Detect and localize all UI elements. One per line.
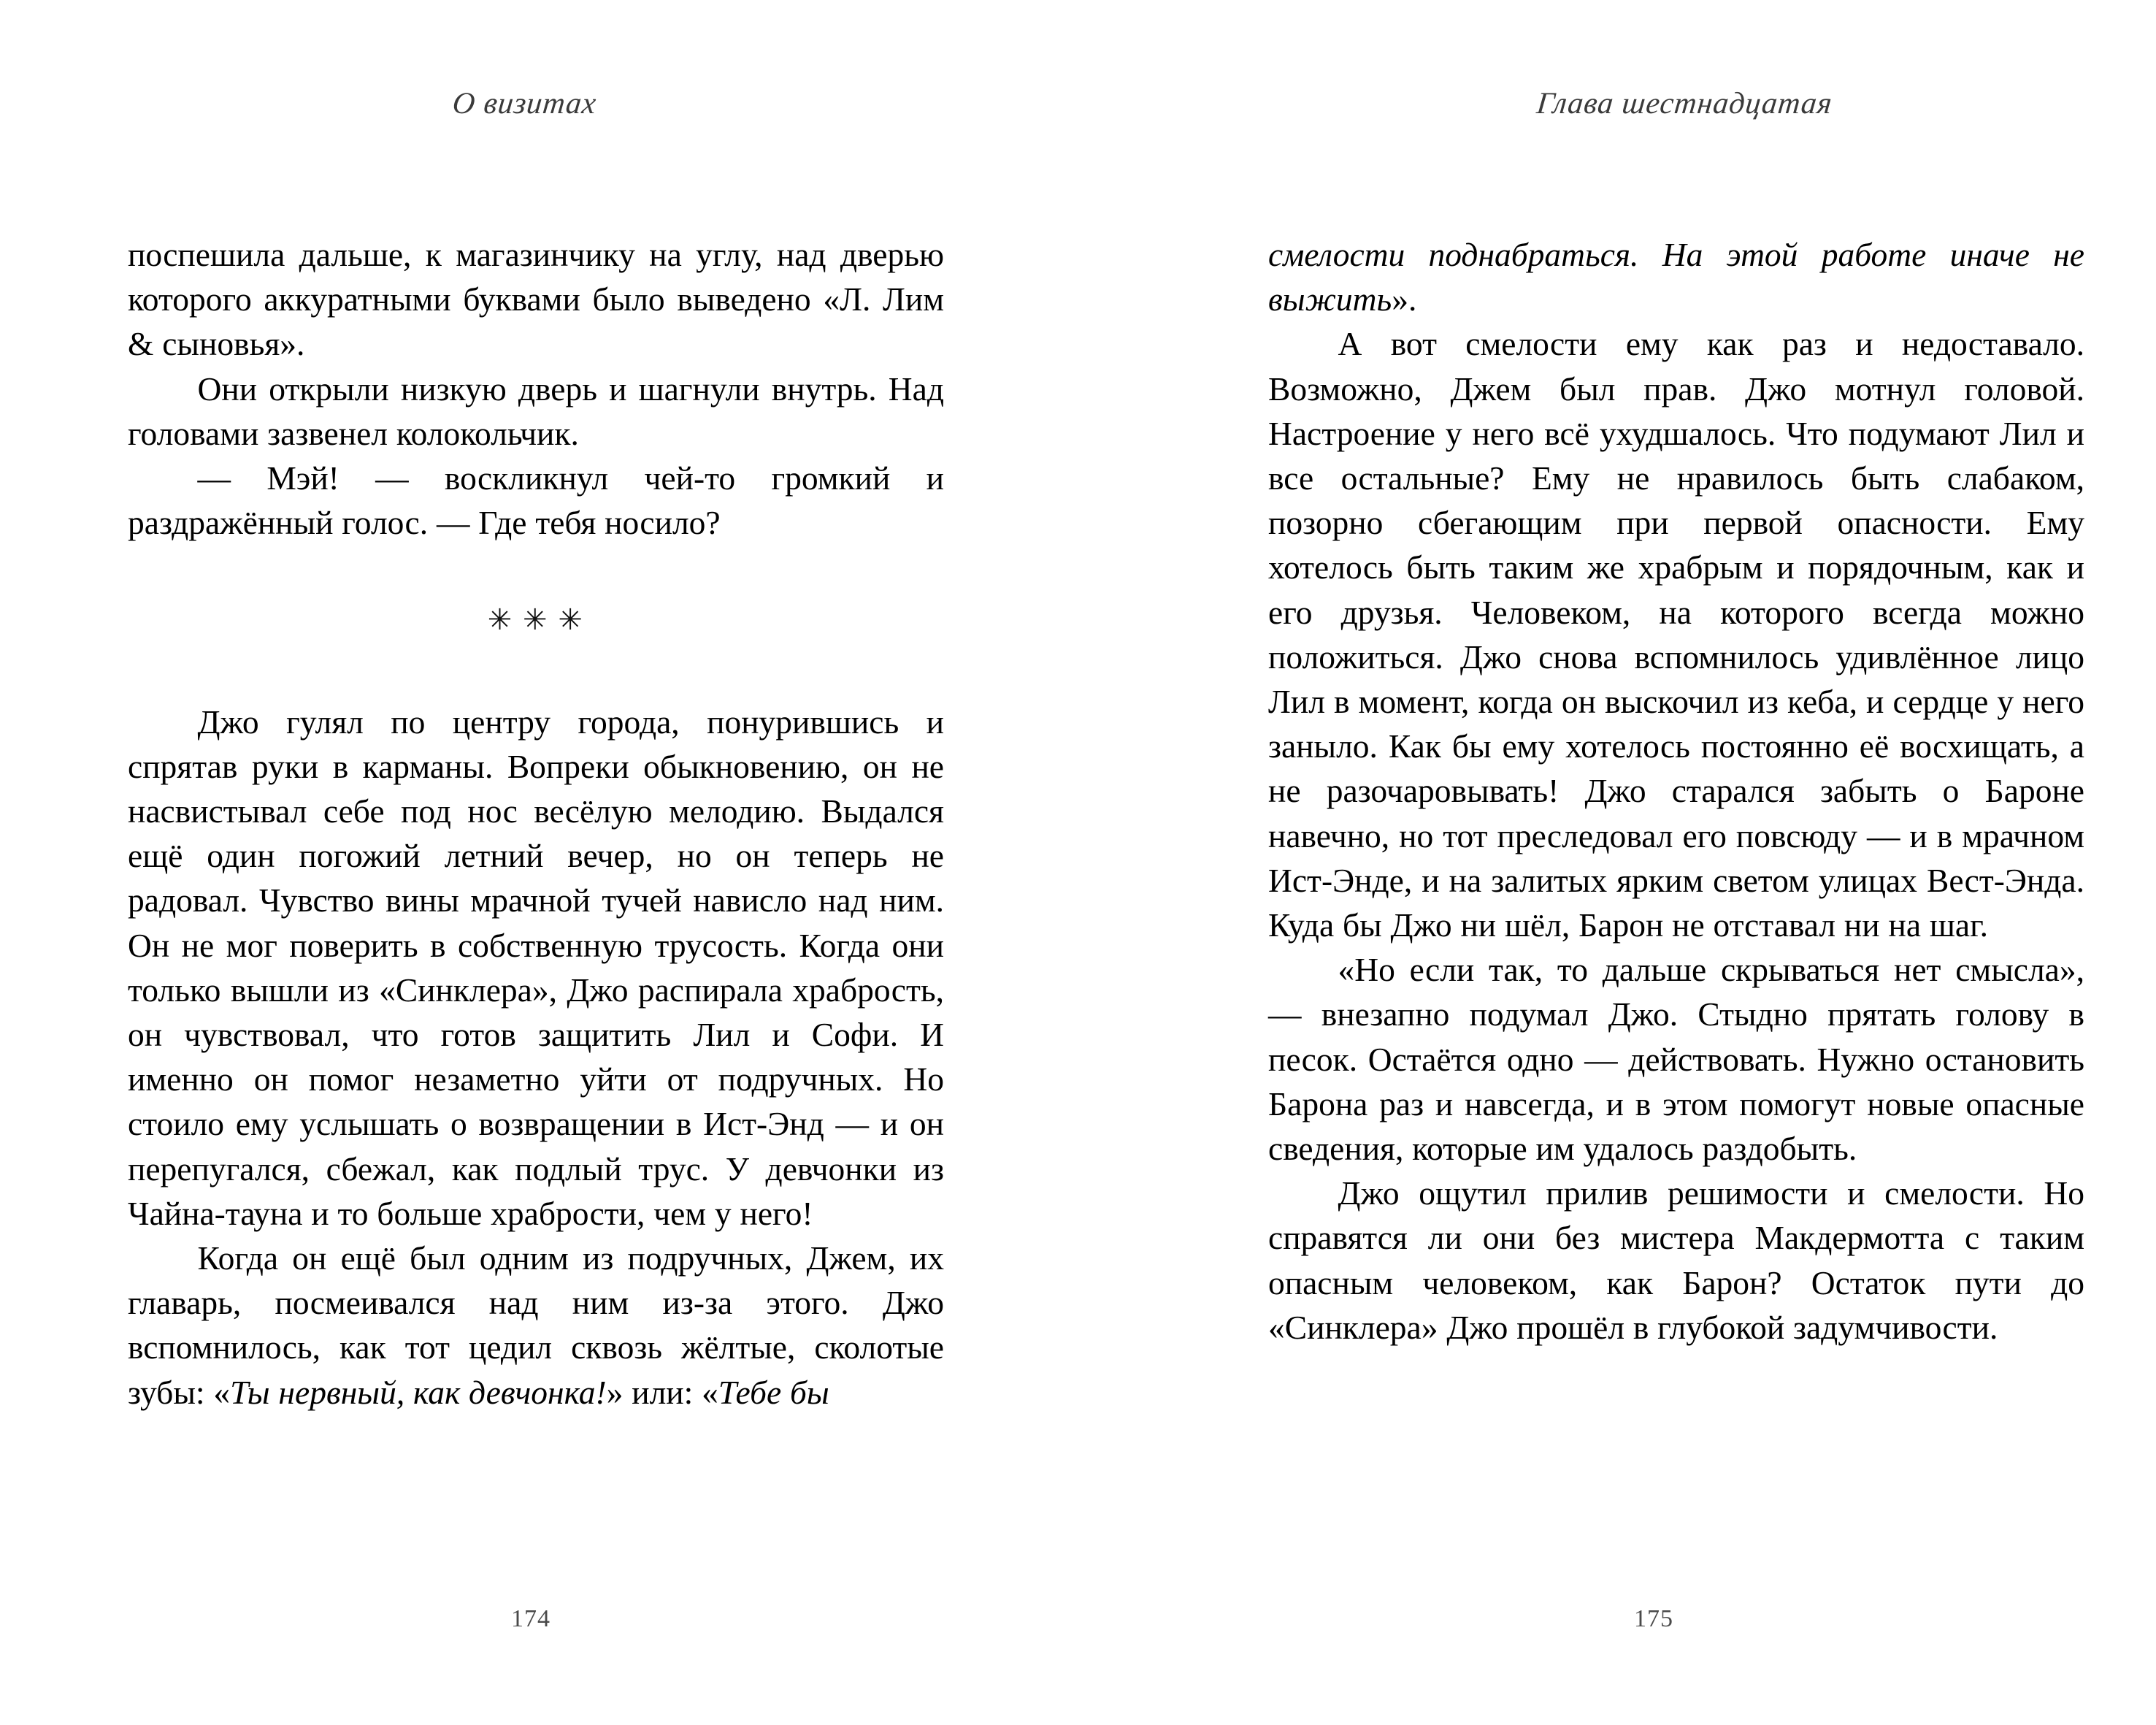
- paragraph: А вот смелости ему как раз и недоставало. Возможно, Джем был прав. Джо мотнул головой. Настроение у него всё ухудшалось. Что подумают Лил и все остальные? Ему не нравилось быть слабаком, позорно сбегающим при первой опасности. Ему хотелось быть таким же храбрым и порядочным, как и его друзья. Человеком, на которого всегда можно положиться. Джо снова вспомнилось удивлённое лицо Лил в момент, когда он выскочил из кеба, и сердце у него заныло. Как бы ему хотелось постоянно её восхищать, а не разочаровывать! Джо старался забыть о Бароне навечно, но тот преследовал его повсюду — и в мрачном Ист-Энде, и на залитых ярким светом улицах Вест-Энда. Куда бы Джо ни шёл, Барон не отставал ни на шаг.: [1268, 325, 2084, 944]
- text-columns: [128, 232, 2084, 1525]
- paragraph: «Но если так, то дальше скрываться нет смысла», — внезапно подумал Джо. Стыдно прятать голову в песок. Остаётся одно — действовать. Нужно остановить Барона раз и навсегда, и в этом помогут новые опасные сведения, которые им удалось раздобыть.: [1268, 951, 2084, 1168]
- left-text-column: [128, 232, 944, 1525]
- paragraph: Джо гулял по центру города, понурившись и спрятав руки в карманы. Вопреки обыкновению, он не насвистывал себе под нос весёлую мелодию. Выдался ещё один погожий летний вечер, но он теперь не радовал. Чувство вины мрачной тучей нависло над ним. Он не мог поверить в собственную трусость. Когда они только вышли из «Синклера», Джо распирала храбрость, он чувствовал, что готов защитить Лил и Софи. И именно он помог незаметно уйти от подручных. Но стоило ему услышать о возвращении в Ист-Энд — и он перепугался, сбежал, как подлый трус. У девчонки из Чайна-тауна и то больше храбрости, чем у него!: [128, 703, 944, 1232]
- quoted-speech-italic-continued: смелости поднабраться. На этой работе иначе не выжить: [1268, 236, 2084, 318]
- paragraph-text-run: Когда он ещё был одним из подручных, Джем, их главарь, посмеивался над ним из-за этого. Джо вспомнилось, как тот цедил сквозь жёлтые, сколотые зубы: «: [128, 1239, 944, 1411]
- scene-break-spacer-top: [128, 545, 944, 597]
- running-head-left: О визитах: [450, 87, 599, 121]
- paragraph-continuation-italic: [1268, 232, 2084, 321]
- paragraph-text-run: » или: «: [606, 1373, 718, 1411]
- quoted-speech-italic-2: Тебе бы: [718, 1373, 829, 1411]
- running-head-right: Глава шестнадцатая: [1535, 87, 1835, 121]
- paragraph-with-quote: [128, 1236, 944, 1415]
- paragraph: Они открыли низкую дверь и шагнули внутрь. Над головами зазвенел колокольчик.: [128, 370, 944, 452]
- paragraph: поспешила дальше, к магазинчику на углу, над дверью которого аккуратными буквами было выведено «Л. Лим & сыновья».: [128, 236, 944, 363]
- paragraph: Джо ощутил прилив решимости и смелости. Но справятся ли они без мистера Макдермотта с таким опасным человеком, как Барон? Остаток пути до «Синклера» Джо прошёл в глубокой задумчивости.: [1268, 1174, 2084, 1346]
- page-number-right: 175: [1634, 1605, 1673, 1632]
- page-number-left: 174: [511, 1605, 550, 1632]
- paragraph-dialogue: — Мэй! — воскликнул чей-то громкий и раздражённый голос. — Где тебя носило?: [128, 459, 944, 542]
- scene-break-spacer-bottom: [128, 643, 944, 700]
- paragraph-text-run: ».: [1392, 280, 1417, 318]
- quoted-speech-italic-1: Ты нервный, как девчонка!: [230, 1373, 607, 1411]
- right-text-column: [1268, 232, 2084, 1525]
- scene-break-ornament: ✳ ✳ ✳: [487, 603, 585, 637]
